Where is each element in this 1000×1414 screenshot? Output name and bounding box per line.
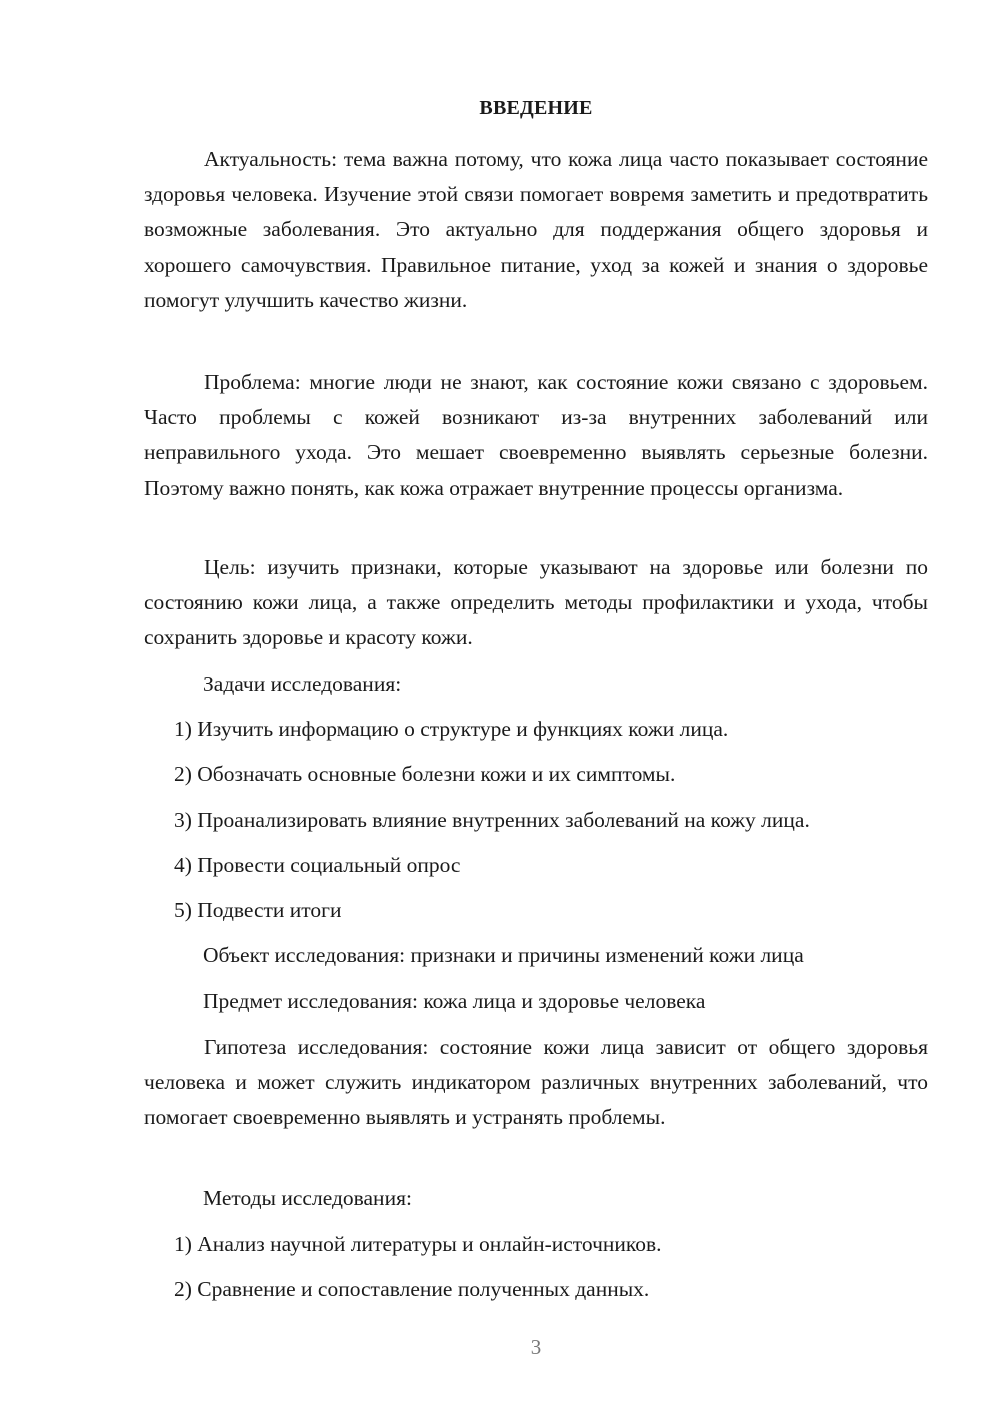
task-item-1: 1) Изучить информацию о структуре и функциях кожи лица.	[174, 717, 729, 741]
goal-paragraph: Цель: изучить признаки, которые указывают на здоровье или болезни по состоянию кожи лица, а также определить методы профилактики и ухода, чтобы сохранить здоровье и красоту кожи.	[144, 555, 928, 650]
research-object: Объект исследования: признаки и причины изменений кожи лица	[203, 943, 804, 967]
page-number: 3	[530, 1335, 542, 1359]
problem-paragraph: Проблема: многие люди не знают, как состояние кожи связано с здоровьем. Часто проблемы с кожей возникают из-за внутренних заболеваний или неправильного ухода. Это мешает своевременно выявлять серьезные болезни. Поэтому важно понять, как кожа отражает внутренние процессы организма.	[144, 370, 928, 500]
task-item-2: 2) Обозначать основные болезни кожи и их симптомы.	[174, 762, 676, 786]
task-item-3: 3) Проанализировать влияние внутренних заболеваний на кожу лица.	[174, 808, 810, 832]
method-item-2: 2) Сравнение и сопоставление полученных данных.	[174, 1277, 650, 1301]
hypothesis-paragraph: Гипотеза исследования: состояние кожи лица зависит от общего здоровья человека и может служить индикатором различных внутренних заболеваний, что помогает своевременно выявлять и устранять проблемы.	[144, 1035, 928, 1130]
page-title: ВВЕДЕНИЕ	[479, 97, 593, 119]
research-subject: Предмет исследования: кожа лица и здоровье человека	[203, 989, 706, 1013]
methods-heading: Методы исследования:	[203, 1186, 412, 1210]
task-item-5: 5) Подвести итоги	[174, 898, 342, 922]
task-item-4: 4) Провести социальный опрос	[174, 853, 461, 877]
relevance-paragraph: Актуальность: тема важна потому, что кожа лица часто показывает состояние здоровья человека. Изучение этой связи помогает вовремя заметить и предотвратить возможные заболевания. Это актуально для поддержания общего здоровья и хорошего самочувствия. Правильное питание, уход за кожей и знания о здоровье помогут улучшить качество жизни.	[144, 147, 928, 312]
tasks-heading: Задачи исследования:	[203, 672, 402, 696]
method-item-1: 1) Анализ научной литературы и онлайн-источников.	[174, 1232, 662, 1256]
